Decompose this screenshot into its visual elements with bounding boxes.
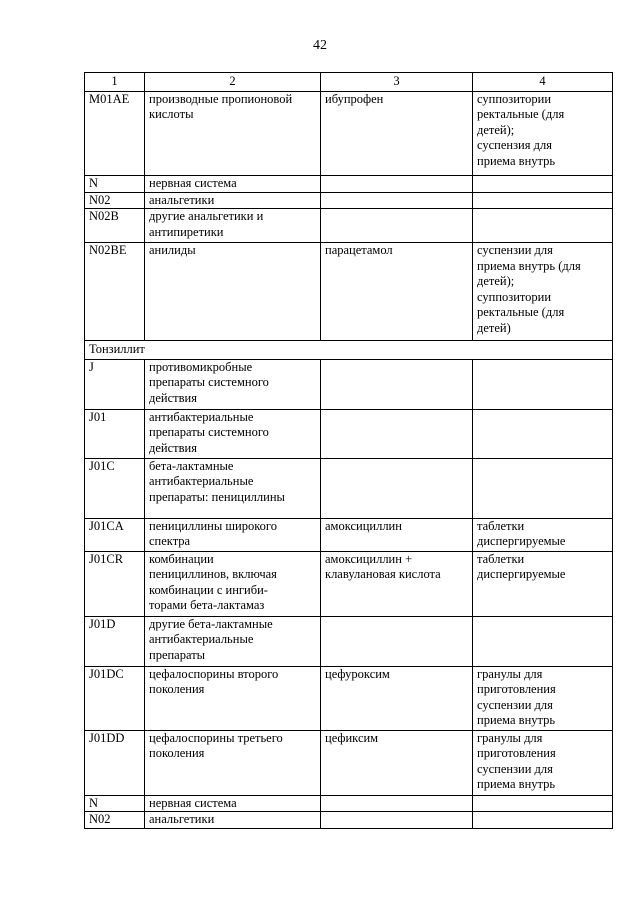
table-row bbox=[85, 209, 613, 243]
dosage-form-cell: таблетки диспергируемые bbox=[473, 518, 613, 551]
drug-name-cell bbox=[321, 175, 473, 192]
page-number: 42 bbox=[313, 38, 327, 53]
atc-group-cell: анилиды bbox=[145, 243, 321, 341]
atc-group-cell: противомикробные препараты системного действия bbox=[145, 359, 321, 409]
drug-name-cell: амоксициллин + клавулановая кислота bbox=[321, 551, 473, 616]
column-header: 1 bbox=[85, 73, 145, 92]
dosage-form-cell bbox=[473, 795, 613, 812]
drug-name-cell: цефуроксим bbox=[321, 666, 473, 730]
table-row bbox=[85, 730, 613, 795]
atc-group-cell: цефалоспорины третьего поколения bbox=[145, 730, 321, 795]
atc-code-cell: N bbox=[85, 175, 145, 192]
drug-name-cell: амоксициллин bbox=[321, 518, 473, 551]
drug-name-cell bbox=[321, 192, 473, 209]
column-header: 4 bbox=[473, 73, 613, 92]
atc-group-cell: другие анальгетики и антипиретики bbox=[145, 209, 321, 243]
table-row bbox=[85, 666, 613, 730]
table-row bbox=[85, 518, 613, 551]
atc-group-cell: производные пропионовой кислоты bbox=[145, 91, 321, 175]
dosage-form-cell: гранулы для приготовления суспензии для приема внутрь bbox=[473, 666, 613, 730]
atc-code-cell: N02 bbox=[85, 812, 145, 829]
table-header-row bbox=[85, 73, 613, 92]
atc-code-cell: N02B bbox=[85, 209, 145, 243]
table-row bbox=[85, 359, 613, 409]
dosage-form-cell bbox=[473, 192, 613, 209]
atc-code-cell: N02BE bbox=[85, 243, 145, 341]
atc-group-cell: анальгетики bbox=[145, 812, 321, 829]
section-row bbox=[85, 341, 613, 360]
dosage-form-cell: гранулы для приготовления суспензии для приема внутрь bbox=[473, 730, 613, 795]
atc-group-cell: нервная система bbox=[145, 175, 321, 192]
drug-name-cell: цефиксим bbox=[321, 730, 473, 795]
drug-name-cell bbox=[321, 409, 473, 458]
drug-name-cell: ибупрофен bbox=[321, 91, 473, 175]
atc-code-cell: M01AE bbox=[85, 91, 145, 175]
dosage-form-cell bbox=[473, 616, 613, 666]
drug-name-cell bbox=[321, 359, 473, 409]
atc-group-cell: комбинации пенициллинов, включая комбинации с ингиби- торами бета-лактамаз bbox=[145, 551, 321, 616]
drug-name-cell: парацетамол bbox=[321, 243, 473, 341]
atc-code-cell: J bbox=[85, 359, 145, 409]
section-title: Тонзиллит bbox=[85, 341, 613, 360]
table-row bbox=[85, 795, 613, 812]
dosage-form-cell: таблетки диспергируемые bbox=[473, 551, 613, 616]
atc-code-cell: J01C bbox=[85, 458, 145, 518]
drug-name-cell bbox=[321, 812, 473, 829]
table-row bbox=[85, 192, 613, 209]
atc-code-cell: J01D bbox=[85, 616, 145, 666]
dosage-form-cell bbox=[473, 175, 613, 192]
table-row bbox=[85, 175, 613, 192]
atc-code-cell: J01 bbox=[85, 409, 145, 458]
table-row bbox=[85, 91, 613, 175]
atc-code-cell: J01CA bbox=[85, 518, 145, 551]
atc-code-cell: J01DC bbox=[85, 666, 145, 730]
drug-table bbox=[84, 72, 613, 829]
atc-group-cell: анальгетики bbox=[145, 192, 321, 209]
atc-group-cell: нервная система bbox=[145, 795, 321, 812]
column-header: 2 bbox=[145, 73, 321, 92]
atc-group-cell: антибактериальные препараты системного действия bbox=[145, 409, 321, 458]
drug-name-cell bbox=[321, 209, 473, 243]
atc-code-cell: J01DD bbox=[85, 730, 145, 795]
atc-group-cell: пенициллины широкого спектра bbox=[145, 518, 321, 551]
drug-name-cell bbox=[321, 616, 473, 666]
atc-group-cell: бета-лактамные антибактериальные препараты: пенициллины bbox=[145, 458, 321, 518]
atc-group-cell: другие бета-лактамные антибактериальные препараты bbox=[145, 616, 321, 666]
dosage-form-cell bbox=[473, 209, 613, 243]
table-row bbox=[85, 409, 613, 458]
atc-code-cell: N bbox=[85, 795, 145, 812]
dosage-form-cell: суспензии для приема внутрь (для детей); суппозитории ректальные (для детей) bbox=[473, 243, 613, 341]
dosage-form-cell bbox=[473, 409, 613, 458]
drug-name-cell bbox=[321, 795, 473, 812]
dosage-form-cell bbox=[473, 359, 613, 409]
table-row bbox=[85, 243, 613, 341]
table-row bbox=[85, 616, 613, 666]
atc-code-cell: J01CR bbox=[85, 551, 145, 616]
dosage-form-cell: суппозитории ректальные (для детей); суспензия для приема внутрь bbox=[473, 91, 613, 175]
table-row bbox=[85, 812, 613, 829]
dosage-form-cell bbox=[473, 812, 613, 829]
atc-code-cell: N02 bbox=[85, 192, 145, 209]
column-header: 3 bbox=[321, 73, 473, 92]
drug-name-cell bbox=[321, 458, 473, 518]
atc-group-cell: цефалоспорины второго поколения bbox=[145, 666, 321, 730]
table-row bbox=[85, 551, 613, 616]
table-row bbox=[85, 458, 613, 518]
dosage-form-cell bbox=[473, 458, 613, 518]
